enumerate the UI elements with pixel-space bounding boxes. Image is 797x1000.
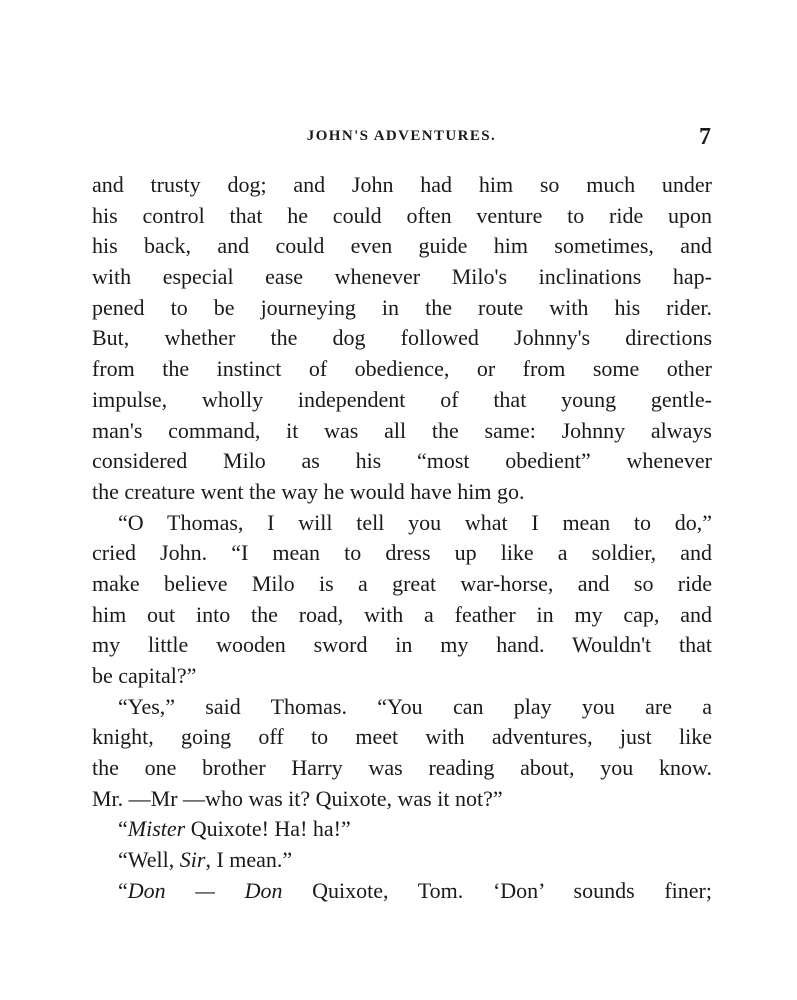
text-line: his back, and could even guide him sometimes, and (92, 233, 712, 259)
text-segment: Quixote! Ha! ha!” (185, 816, 351, 842)
text-line: my little wooden sword in my hand. Wouldn't that (92, 632, 712, 658)
text-line: “Yes,” said Thomas. “You can play you are a (118, 693, 712, 719)
text-line: pened to be journeying in the route with his rider. (92, 294, 712, 320)
text-line: considered Milo as his “most obedient” whenever (92, 448, 712, 474)
text-line: man's command, it was all the same: Johnny always (92, 417, 712, 443)
italic-segment: Don — Don (127, 877, 283, 903)
text-line: him out into the road, with a feather in my cap, and (92, 601, 712, 627)
text-line: the creature went the way he would have him go. (92, 478, 525, 504)
text-line: from the instinct of obedience, or from some other (92, 356, 712, 382)
text-line (92, 845, 712, 876)
text-segment: , I mean.” (205, 847, 293, 873)
text-line: his control that he could often venture to ride upon (92, 202, 712, 228)
text-segment: “Well, (118, 847, 180, 873)
text-line: “O Thomas, I will tell you what I mean to do,” (118, 509, 712, 535)
text-segment: “ (118, 816, 128, 842)
text-line (92, 814, 712, 845)
text-line: and trusty dog; and John had him so much under (92, 172, 712, 197)
text-line: cried John. “I mean to dress up like a soldier, and (92, 540, 712, 566)
running-title: JOHN'S ADVENTURES. (306, 128, 497, 144)
text-line: be capital?” (92, 663, 197, 688)
body-text (92, 170, 712, 907)
text-line: impulse, wholly independent of that young gentle- (92, 386, 712, 412)
running-head (92, 124, 711, 152)
text-line: the one brother Harry was reading about, you know. (92, 755, 712, 781)
text-line: Mr. —Mr —who was it? Quixote, was it not?” (92, 785, 503, 811)
text-segment: Quixote, Tom. ‘Don’ sounds finer; (282, 877, 712, 903)
text-line: But, whether the dog followed Johnny's directions (92, 325, 712, 351)
text-line (92, 876, 712, 907)
text-line: knight, going off to meet with adventures, just like (92, 724, 712, 750)
text-line: with especial ease whenever Milo's inclinations hap- (92, 264, 712, 290)
text-segment: “ (118, 877, 128, 903)
text-line: make believe Milo is a great war-horse, and so ride (92, 570, 712, 596)
italic-segment: Mister (127, 816, 186, 842)
italic-segment: Sir (179, 847, 206, 873)
page-number: 7 (699, 124, 711, 150)
